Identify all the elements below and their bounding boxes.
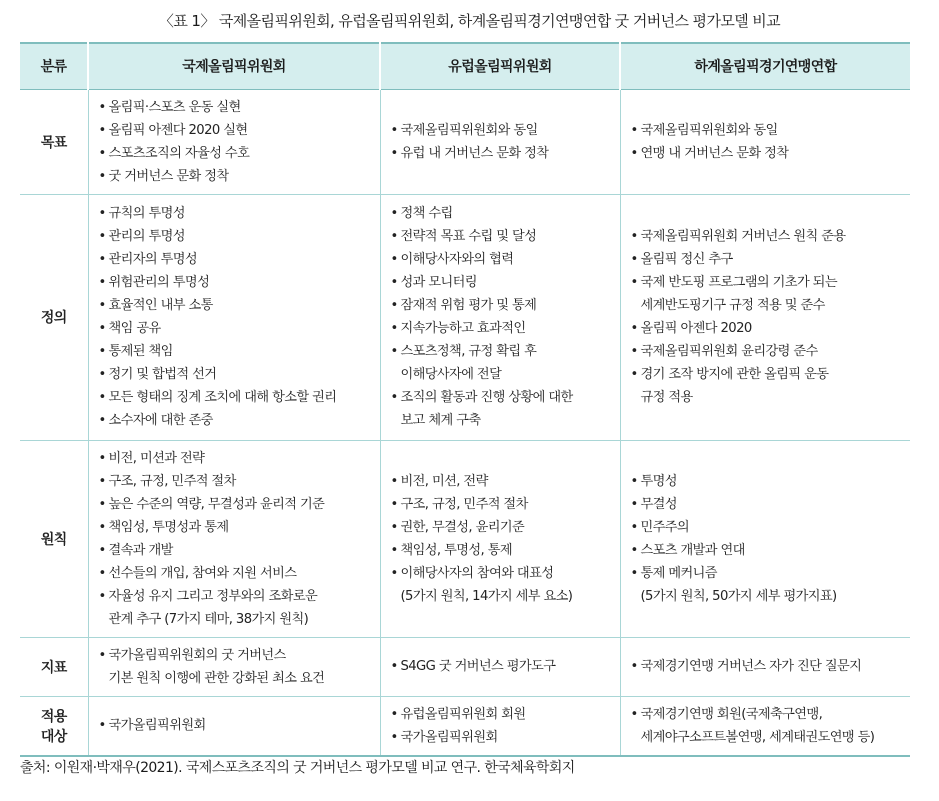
- bullet-icon: •: [390, 659, 398, 674]
- list-item: [99, 202, 380, 225]
- list-item-text: 자율성 유지 그리고 정부와의 조화로운: [108, 588, 318, 604]
- list-item: [391, 562, 620, 608]
- list-item: [391, 340, 620, 386]
- bullet-icon: •: [630, 344, 638, 359]
- list-item: [631, 271, 911, 317]
- row-category: [20, 89, 88, 194]
- row-category-label: 대상: [40, 728, 67, 745]
- table-caption: 〈표 1〉 국제올림픽위원회, 유럽올림픽위원회, 하계올림픽경기연맹연합 굿 거버넌스 평가모델 비교: [158, 12, 781, 30]
- bullet-list: [631, 655, 911, 678]
- list-item-text: 세계야구소프트볼연맹, 세계태권도연맹 등): [640, 729, 875, 745]
- list-item-text: 스포츠조직의 자율성 수호: [108, 145, 250, 161]
- bullet-icon: •: [98, 367, 106, 382]
- bullet-list: [391, 119, 620, 165]
- cell-ioc: [88, 637, 380, 696]
- list-item-text: 올림픽 정신 추구: [640, 252, 733, 267]
- cell-ioc: [88, 440, 380, 637]
- list-item-text: 성과 모니터링: [400, 275, 477, 290]
- list-item: [631, 655, 911, 678]
- bullet-icon: •: [630, 145, 638, 161]
- bullet-list: [99, 96, 380, 188]
- cell-asoif: [620, 194, 910, 440]
- bullet-list: [631, 119, 911, 165]
- bullet-icon: •: [98, 321, 106, 336]
- table-row: [20, 696, 910, 756]
- list-item: [391, 317, 620, 340]
- list-item-text: 연맹 내 거버넌스 문화 정착: [640, 145, 789, 161]
- list-item: [99, 294, 380, 317]
- bullet-icon: •: [630, 122, 638, 138]
- table-row: [20, 89, 910, 194]
- list-item-text: 유럽 내 거버넌스 문화 정착: [400, 145, 549, 161]
- list-item-text: 스포츠정책, 규정 확립 후: [400, 344, 537, 359]
- list-item: [391, 386, 620, 432]
- source-note: 출처: 이원재·박재우(2021). 국제스포츠조직의 굿 거버넌스 평가모델 비교 연구. 한국체육학회지: [20, 760, 575, 776]
- list-item-text: 전략적 목표 수립 및 달성: [400, 229, 537, 244]
- bullet-icon: •: [98, 168, 106, 184]
- bullet-icon: •: [98, 344, 106, 359]
- list-item: [99, 142, 380, 165]
- list-item: [99, 248, 380, 271]
- row-category-label: 지표: [40, 659, 67, 676]
- list-item-text: 민주주의: [640, 519, 690, 535]
- bullet-icon: •: [390, 206, 398, 221]
- row-category: [20, 194, 88, 440]
- bullet-icon: •: [390, 519, 398, 535]
- list-item-text: 올림픽·스포츠 운동 실현: [108, 99, 241, 115]
- header-ioc: 국제올림픽위원회: [88, 43, 380, 89]
- list-item-text: 잠재적 위험 평가 및 통제: [400, 298, 537, 313]
- bullet-icon: •: [630, 473, 638, 489]
- bullet-icon: •: [630, 367, 638, 382]
- list-item: [99, 363, 380, 386]
- list-item-text: 관리자의 투명성: [108, 252, 198, 267]
- list-item-text: S4GG 굿 거버넌스 평가도구: [400, 659, 556, 674]
- bullet-icon: •: [98, 413, 106, 428]
- cell-ioc: [88, 89, 380, 194]
- list-item: [99, 119, 380, 142]
- list-item-text: 세계반도핑기구 규정 적용 및 준수: [640, 298, 825, 313]
- list-item: [99, 386, 380, 409]
- list-item: [99, 225, 380, 248]
- list-item-text: 구조, 규정, 민주적 절차: [400, 496, 528, 512]
- header-eoc: 유럽올림픽위원회: [380, 43, 620, 89]
- bullet-icon: •: [98, 252, 106, 267]
- bullet-icon: •: [98, 473, 106, 489]
- list-item: [391, 294, 620, 317]
- list-item-text: 국제올림픽위원회 거버넌스 원칙 준용: [640, 229, 846, 244]
- bullet-icon: •: [98, 496, 106, 512]
- list-item: [631, 470, 911, 493]
- list-item: [99, 317, 380, 340]
- list-item: [631, 340, 911, 363]
- table-header-row: [20, 43, 910, 89]
- bullet-list: [99, 714, 380, 737]
- cell-eoc: [380, 637, 620, 696]
- bullet-list: [631, 225, 911, 409]
- list-item-text: 높은 수준의 역량, 무결성과 윤리적 기준: [108, 496, 325, 512]
- row-category-label: 목표: [40, 134, 67, 151]
- list-item: [99, 644, 380, 690]
- bullet-icon: •: [630, 519, 638, 535]
- bullet-icon: •: [98, 298, 106, 313]
- list-item-text: 올림픽 아젠다 2020: [640, 321, 752, 336]
- cell-eoc: [380, 696, 620, 756]
- list-item-text: 국제경기연맹 거버넌스 자가 진단 질문지: [640, 659, 862, 674]
- list-item: [631, 225, 911, 248]
- list-item-text: 비전, 미션, 전략: [400, 473, 488, 489]
- bullet-icon: •: [630, 229, 638, 244]
- bullet-list: [391, 655, 620, 678]
- list-item: [99, 539, 380, 562]
- list-item: [99, 516, 380, 539]
- list-item: [99, 585, 380, 631]
- list-item: [631, 493, 911, 516]
- table-row: [20, 637, 910, 696]
- list-item-text: 책임성, 투명성, 통제: [400, 542, 512, 558]
- bullet-list: [631, 470, 911, 608]
- bullet-icon: •: [98, 542, 106, 558]
- list-item: [631, 562, 911, 608]
- list-item-text: 책임 공유: [108, 321, 161, 336]
- cell-ioc: [88, 696, 380, 756]
- list-item-text: 올림픽 아젠다 2020 실현: [108, 122, 248, 138]
- header-asoif: 하계올림픽경기연맹연합: [620, 43, 910, 89]
- bullet-icon: •: [390, 122, 398, 138]
- bullet-icon: •: [98, 390, 106, 405]
- list-item-text: 이해당사자에 전달: [400, 367, 502, 382]
- list-item: [391, 225, 620, 248]
- list-item: [99, 409, 380, 432]
- list-item: [99, 447, 380, 470]
- bullet-icon: •: [630, 659, 638, 674]
- list-item-text: 국제올림픽위원회와 동일: [640, 122, 778, 138]
- bullet-list: [99, 644, 380, 690]
- list-item-text: 지속가능하고 효과적인: [400, 321, 526, 336]
- bullet-icon: •: [98, 450, 106, 466]
- bullet-icon: •: [98, 99, 106, 115]
- list-item-text: 결속과 개발: [108, 542, 173, 558]
- bullet-list: [391, 470, 620, 608]
- list-item-text: 스포츠 개발과 연대: [640, 542, 745, 558]
- list-item-text: 통제 메커니즘: [640, 565, 717, 581]
- bullet-list: [99, 447, 380, 631]
- list-item-text: 국제올림픽위원회 윤리강령 준수: [640, 344, 818, 359]
- bullet-icon: •: [390, 496, 398, 512]
- cell-asoif: [620, 89, 910, 194]
- list-item-text: 효율적인 내부 소통: [108, 298, 213, 313]
- bullet-list: [391, 202, 620, 432]
- list-item: [391, 655, 620, 678]
- bullet-icon: •: [630, 496, 638, 512]
- list-item-text: 규정 적용: [640, 390, 693, 405]
- list-item: [631, 516, 911, 539]
- bullet-icon: •: [390, 729, 398, 745]
- list-item-text: 위험관리의 투명성: [108, 275, 210, 290]
- list-item-text: (5가지 원칙, 50가지 세부 평가지표): [640, 588, 837, 604]
- list-item-text: 모든 형태의 징계 조치에 대해 항소할 권리: [108, 390, 337, 405]
- bullet-list: [99, 202, 380, 432]
- row-category-label: 원칙: [40, 531, 67, 548]
- list-item-text: 통제된 책임: [108, 344, 173, 359]
- list-item-text: 국제올림픽위원회와 동일: [400, 122, 538, 138]
- list-item-text: 구조, 규정, 민주적 절차: [108, 473, 236, 489]
- list-item: [99, 493, 380, 516]
- list-item-text: 투명성: [640, 473, 677, 489]
- bullet-icon: •: [630, 275, 638, 290]
- list-item: [391, 493, 620, 516]
- bullet-icon: •: [98, 519, 106, 535]
- row-category: [20, 440, 88, 637]
- row-category-label: 적용: [40, 708, 67, 725]
- list-item-text: 경기 조작 방지에 관한 올림픽 운동: [640, 367, 829, 382]
- list-item: [631, 539, 911, 562]
- bullet-icon: •: [98, 229, 106, 244]
- list-item: [391, 142, 620, 165]
- bullet-icon: •: [98, 206, 106, 221]
- bullet-icon: •: [630, 706, 638, 722]
- list-item-text: 이해당사자와의 협력: [400, 252, 514, 267]
- bullet-icon: •: [390, 298, 398, 313]
- bullet-icon: •: [390, 275, 398, 290]
- list-item: [391, 470, 620, 493]
- list-item: [391, 248, 620, 271]
- cell-ioc: [88, 194, 380, 440]
- row-category: [20, 637, 88, 696]
- bullet-icon: •: [98, 145, 106, 161]
- list-item-text: 기본 원칙 이행에 관한 강화된 최소 요건: [108, 670, 325, 686]
- list-item-text: 보고 체계 구축: [400, 413, 481, 428]
- list-item-text: 비전, 미션과 전략: [108, 450, 205, 466]
- list-item: [99, 271, 380, 294]
- list-item-text: 이해당사자의 참여와 대표성: [400, 565, 554, 581]
- list-item: [99, 96, 380, 119]
- bullet-icon: •: [98, 275, 106, 290]
- list-item: [391, 726, 620, 749]
- list-item: [391, 516, 620, 539]
- list-item: [631, 248, 911, 271]
- table-row: [20, 440, 910, 637]
- cell-eoc: [380, 440, 620, 637]
- list-item: [99, 714, 380, 737]
- list-item-text: 규칙의 투명성: [108, 206, 185, 221]
- comparison-table: [20, 42, 910, 757]
- list-item-text: 국가올림픽위원회: [400, 729, 498, 745]
- list-item-text: 정기 및 합법적 선거: [108, 367, 217, 382]
- cell-eoc: [380, 194, 620, 440]
- bullet-icon: •: [98, 122, 106, 138]
- cell-asoif: [620, 440, 910, 637]
- bullet-icon: •: [390, 390, 398, 405]
- bullet-icon: •: [390, 344, 398, 359]
- list-item-text: 국제경기연맹 회원(국제축구연맹,: [640, 706, 823, 722]
- row-category: [20, 696, 88, 756]
- list-item: [391, 539, 620, 562]
- list-item: [391, 703, 620, 726]
- list-item-text: 소수자에 대한 존중: [108, 413, 213, 428]
- cell-asoif: [620, 696, 910, 756]
- bullet-icon: •: [630, 565, 638, 581]
- cell-asoif: [620, 637, 910, 696]
- list-item: [631, 119, 911, 142]
- bullet-icon: •: [390, 473, 398, 489]
- bullet-icon: •: [390, 706, 398, 722]
- list-item-text: 국제 반도핑 프로그램의 기초가 되는: [640, 275, 837, 290]
- row-category-label: 정의: [40, 310, 67, 326]
- bullet-icon: •: [390, 252, 398, 267]
- list-item: [631, 317, 911, 340]
- bullet-icon: •: [98, 588, 106, 604]
- list-item-text: 정책 수립: [400, 206, 453, 221]
- table-row: [20, 194, 910, 440]
- bullet-icon: •: [98, 565, 106, 581]
- list-item-text: (5가지 원칙, 14가지 세부 요소): [400, 588, 573, 604]
- list-item: [391, 271, 620, 294]
- list-item-text: 선수들의 개입, 참여와 지원 서비스: [108, 565, 297, 581]
- bullet-list: [391, 703, 620, 749]
- list-item-text: 권한, 무결성, 윤리기준: [400, 519, 525, 535]
- list-item: [391, 202, 620, 225]
- bullet-icon: •: [630, 321, 638, 336]
- list-item: [99, 470, 380, 493]
- bullet-icon: •: [630, 542, 638, 558]
- list-item-text: 국가올림픽위원회: [108, 718, 206, 734]
- list-item: [631, 363, 911, 409]
- list-item-text: 유럽올림픽위원회 회원: [400, 706, 526, 722]
- list-item: [391, 119, 620, 142]
- list-item-text: 관리의 투명성: [108, 229, 185, 244]
- bullet-icon: •: [98, 718, 106, 734]
- list-item: [99, 340, 380, 363]
- bullet-list: [631, 703, 911, 749]
- list-item-text: 굿 거버넌스 문화 정착: [108, 168, 229, 184]
- list-item-text: 무결성: [640, 496, 677, 512]
- bullet-icon: •: [390, 565, 398, 581]
- list-item-text: 책임성, 투명성과 통제: [108, 519, 229, 535]
- list-item-text: 조직의 활동과 진행 상황에 대한: [400, 390, 573, 405]
- list-item: [631, 142, 911, 165]
- header-category: 분류: [20, 43, 88, 89]
- list-item: [99, 165, 380, 188]
- bullet-icon: •: [390, 542, 398, 558]
- list-item: [631, 703, 911, 749]
- bullet-icon: •: [98, 647, 106, 663]
- list-item-text: 국가올림픽위원회의 굿 거버넌스: [108, 647, 286, 663]
- bullet-icon: •: [390, 321, 398, 336]
- bullet-icon: •: [390, 145, 398, 161]
- cell-eoc: [380, 89, 620, 194]
- list-item: [99, 562, 380, 585]
- list-item-text: 관계 추구 (7가지 테마, 38가지 원칙): [108, 611, 309, 627]
- bullet-icon: •: [630, 252, 638, 267]
- bullet-icon: •: [390, 229, 398, 244]
